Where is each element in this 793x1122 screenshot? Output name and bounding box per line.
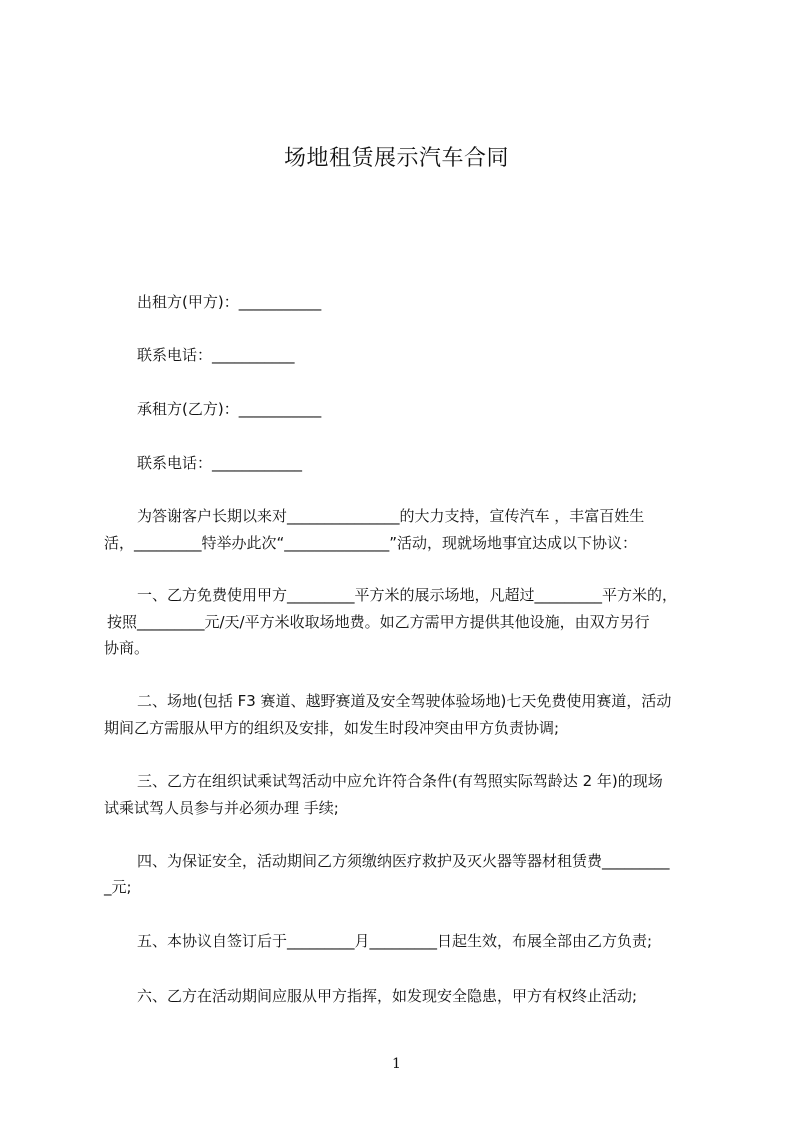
clause-4-line-2: _元; — [104, 878, 132, 896]
lessee-line: 承租方(乙方)：___________ — [137, 400, 322, 418]
clause-1-line-2: 按照_________元/天/平方米收取场地费。如乙方需甲方提供其他设施，由双方另行 — [107, 613, 650, 631]
lessor-line: 出租方(甲方)：___________ — [137, 293, 322, 311]
clause-2-line-1: 二、场地(包括 F3 赛道、越野赛道及安全驾驶体验场地)七天免费使用赛道，活动 — [137, 692, 672, 710]
lessee-phone-line: 联系电话：____________ — [137, 454, 303, 472]
page-number: 1 — [392, 1056, 401, 1072]
clause-3-line-1: 三、乙方在组织试乘试驾活动中应允许符合条件(有驾照实际驾龄达 2 年)的现场 — [137, 772, 663, 790]
clause-1-line-1: 一、乙方免费使用甲方_________平方米的展示场地，凡超过_________平方米的， — [137, 586, 678, 604]
lessor-phone-line: 联系电话：___________ — [137, 346, 295, 364]
document-title: 场地租赁展示汽车合同 — [283, 146, 509, 171]
clause-6-line-1: 六、乙方在活动期间应服从甲方指挥，如发现安全隐患，甲方有权终止活动; — [137, 987, 638, 1005]
clause-3-line-2: 试乘试驾人员参与并必须办理 手续; — [104, 799, 339, 817]
clause-4-line-1: 四、为保证安全，活动期间乙方须缴纳医疗救护及灭火器等器材租赁费_________ — [137, 852, 670, 870]
intro-line-1: 为答谢客户长期以来对_______________的大力支持，宣传汽车 ，丰富百姓生 — [137, 507, 645, 525]
intro-line-2: 活，_________特举办此次“______________”活动，现就场地事宜达成以下协议： — [104, 534, 638, 552]
clause-2-line-2: 期间乙方需服从甲方的组织及安排，如发生时段冲突由甲方负责协调; — [104, 719, 560, 737]
clause-1-line-3: 协商。 — [104, 639, 150, 657]
clause-5-line-1: 五、本协议自签订后于_________月_________日起生效，布展全部由乙方负责; — [137, 932, 653, 950]
